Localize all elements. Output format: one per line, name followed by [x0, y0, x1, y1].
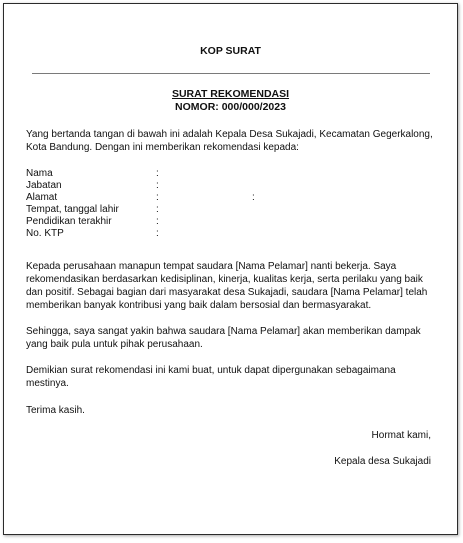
letter-number: NOMOR: 000/000/2023 — [175, 101, 286, 113]
impact-paragraph: Sehingga, saya sangat yakin bahwa saudara [Nama Pelamar] akan memberikan dampak yang baik pula untuk pihak perusahaan. — [26, 326, 421, 350]
letter-page — [3, 3, 458, 535]
letterhead-divider — [32, 73, 430, 74]
field-label: No. KTP — [26, 228, 64, 239]
field-row-address — [26, 192, 326, 204]
field-colon: : — [156, 228, 159, 239]
field-label: Alamat — [26, 192, 58, 203]
letter-title: SURAT REKOMENDASI — [171, 88, 290, 100]
closing-salutation: Hormat kami, — [371, 430, 431, 441]
field-colon: : — [156, 204, 159, 215]
field-row-education — [26, 216, 326, 228]
field-row-birth — [26, 204, 326, 216]
field-label: Tempat, tanggal lahir — [26, 204, 119, 215]
field-row-position — [26, 180, 326, 192]
letterhead-title: KOP SURAT — [200, 45, 261, 57]
field-extra-colon: : — [252, 192, 255, 203]
field-colon: : — [156, 180, 159, 191]
field-label: Nama — [26, 168, 53, 179]
recipient-fields — [26, 168, 326, 240]
intro-paragraph: Yang bertanda tangan di bawah ini adalah Kepala Desa Sukajadi, Kecamatan Gegerkalong, Kota Bandung. Dengan ini memberikan rekomendasi kepada: — [26, 129, 433, 153]
field-label: Jabatan — [26, 180, 62, 191]
closing-paragraph: Demikian surat rekomendasi ini kami buat, untuk dapat dipergunakan sebagaimana mestinya. — [26, 365, 396, 389]
field-label: Pendidikan terakhir — [26, 216, 112, 227]
field-row-name — [26, 168, 326, 180]
signatory-title: Kepala desa Sukajadi — [334, 456, 431, 467]
field-colon: : — [156, 192, 159, 203]
field-colon: : — [156, 168, 159, 179]
field-colon: : — [156, 216, 159, 227]
field-row-ktp — [26, 228, 326, 240]
recommendation-paragraph: Kepada perusahaan manapun tempat saudara [Nama Pelamar] nanti bekerja. Saya rekomendasikan berdasarkan kedisiplinan, kinerja, kualitas kerja, serta perilaku yang baik dan positif. Sebagai bagian dari masyarakat desa Sukajadi, saudara [Nama Pelamar] telah memberikan banyak kontribusi yang baik dalam bersosial dan bermasyarakat. — [26, 261, 428, 311]
thanks-text: Terima kasih. — [26, 405, 85, 416]
